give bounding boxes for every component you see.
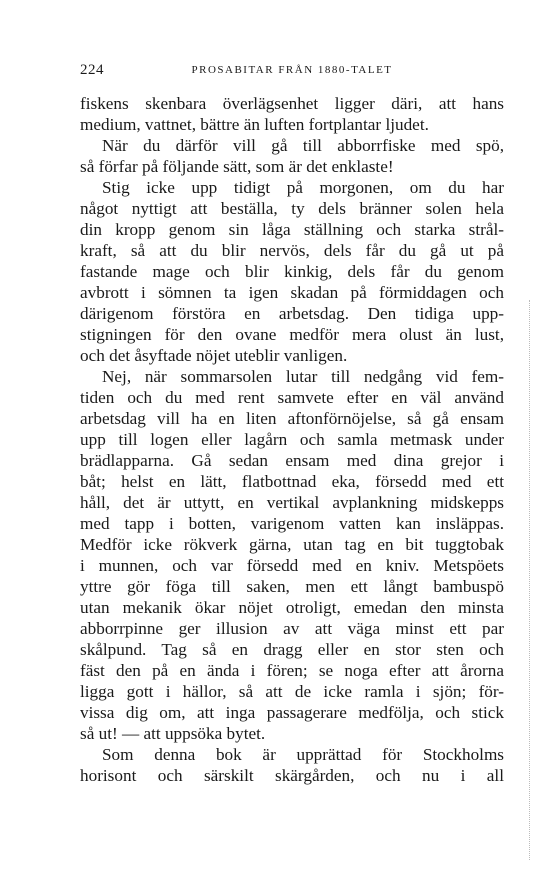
text-line: brädlapparna. Gå sedan ensam med dina grejor i	[80, 451, 504, 470]
text-line: upp till logen eller lagårn och samla metmask under	[80, 430, 504, 449]
text-line: din kropp genom sin låga ställning och starka strål-	[80, 220, 504, 239]
text-line: Medför icke rökverk gärna, utan tag en bit tuggtobak	[80, 535, 504, 554]
text-line: tiden och du med rent samvete efter en väl använd	[80, 388, 504, 407]
text-line: kraft, så att du blir nervös, dels får du gå ut på	[80, 241, 504, 260]
text-line: ligga gott i hällor, så att de icke ramla i sjön; för-	[80, 682, 504, 701]
text-line: i munnen, och var försedd med en kniv. Metspöets	[80, 556, 504, 575]
text-line: arbetsdag vill ha en liten aftonförnöjelse, så gå ensam	[80, 409, 504, 428]
body-text	[80, 93, 504, 786]
text-line: håll, det är uttytt, en vertikal avplankning midskepps	[80, 493, 504, 512]
page-number: 224	[80, 62, 104, 78]
text-line: något nyttigt att beställa, ty dels bränner solen hela	[80, 199, 504, 218]
text-line: vissa dig om, att inga passagerare medfölja, och stick	[80, 703, 504, 722]
text-line: fastande mage och blir kinkig, dels får du genom	[80, 262, 504, 281]
text-line: och det åsyftade nöjet uteblir vanligen.	[80, 346, 348, 365]
text-line: skålpund. Tag så en dragg eller en stor sten och	[80, 640, 504, 659]
text-line: så ut! — att uppsöka bytet.	[80, 724, 266, 743]
text-line: horisont och särskilt skärgården, och nu i all	[80, 766, 504, 785]
text-line: När du därför vill gå till abborrfiske med spö,	[102, 136, 504, 155]
text-line: fiskens skenbara överlägsenhet ligger däri, att hans	[80, 94, 504, 113]
text-line: abborrpinne ger illusion av att väga minst ett par	[80, 619, 504, 638]
page-edge-mark	[528, 300, 530, 860]
text-line: så förfar på följande sätt, som är det enklaste!	[80, 157, 394, 176]
text-line: utan mekanik ökar nöjet otroligt, emedan den minsta	[80, 598, 504, 617]
text-line: avbrott i sömnen ta igen skadan på förmiddagen och	[80, 283, 504, 302]
text-line: därigenom förstöra en arbetsdag. Den tidiga upp-	[80, 304, 504, 323]
text-line: yttre gör föga till saken, men ett långt bambuspö	[80, 577, 504, 596]
text-line: stigningen för den ovane medför mera olust än lust,	[80, 325, 504, 344]
text-line: Nej, när sommarsolen lutar till nedgång vid fem-	[102, 367, 504, 386]
running-head: PROSABITAR FRÅN 1880-TALET	[191, 64, 393, 76]
text-line: Som denna bok är upprättad för Stockholms	[102, 745, 504, 764]
page-header	[80, 62, 504, 82]
text-line: båt; helst en lätt, flatbottnad eka, försedd med ett	[80, 472, 504, 491]
text-line: fäst den på en ända i fören; se noga efter att årorna	[80, 661, 504, 680]
text-line: med tapp i botten, varigenom vatten kan insläppas.	[80, 514, 504, 533]
text-line: medium, vattnet, bättre än luften fortplantar ljudet.	[80, 115, 429, 134]
text-line: Stig icke upp tidigt på morgonen, om du har	[102, 178, 504, 197]
